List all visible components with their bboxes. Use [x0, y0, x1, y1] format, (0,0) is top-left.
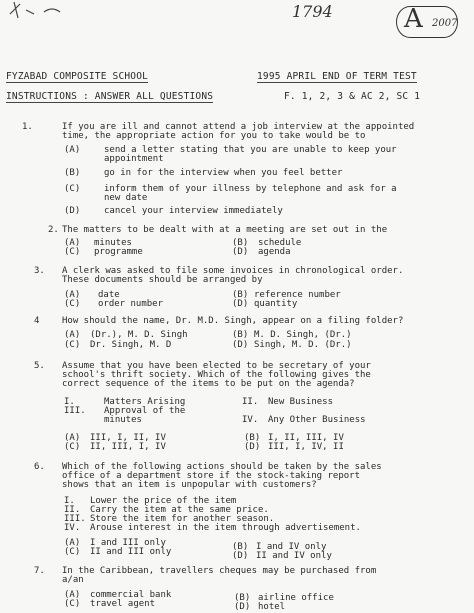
- roman-text: Store the item for another season.: [90, 514, 275, 524]
- option-letter: (B): [232, 542, 249, 552]
- question-stem: How should the name, Dr. M.D. Singh, appear on a filing folder?: [62, 316, 404, 326]
- option-text: send a letter stating that you are unable to keep your: [104, 145, 397, 155]
- question-number: 4: [34, 316, 40, 326]
- item-numeral: I.: [64, 397, 75, 407]
- question-stem: shows that an item is unpopular with customers?: [62, 480, 317, 490]
- form-classes: F. 1, 2, 3 & AC 2, SC 1: [284, 91, 421, 102]
- option-text: (Dr.), M. D. Singh: [90, 330, 188, 340]
- question-number: 2.: [48, 225, 59, 235]
- question-stem: These documents should be arranged by: [62, 275, 263, 285]
- option-text: I and III only: [90, 538, 166, 548]
- option-letter: (D): [232, 340, 249, 350]
- item-text: Matters Arising: [104, 397, 186, 407]
- roman-text: Carry the item at the same price.: [90, 505, 269, 515]
- handwritten-grade-letter: A: [404, 4, 423, 34]
- option-text: II and III only: [90, 547, 172, 557]
- option-letter: (D): [232, 551, 249, 561]
- exam-title: 1995 APRIL END OF TERM TEST: [257, 71, 417, 82]
- item-numeral: II.: [242, 397, 259, 407]
- option-letter: (D): [234, 602, 251, 612]
- question-stem: A clerk was asked to file some invoices in chronological order.: [62, 266, 404, 276]
- item-text: Any Other Business: [268, 415, 366, 425]
- option-text: airline office: [258, 593, 334, 603]
- option-letter: (B): [232, 238, 249, 248]
- roman-text: Arouse interest in the item through advertisement.: [90, 523, 361, 533]
- option-text: inform them of your illness by telephone and ask for a: [104, 184, 397, 194]
- option-letter: (B): [244, 433, 261, 443]
- question-stem: Which of the following actions should be taken by the sales: [62, 462, 382, 472]
- option-text: agenda: [258, 247, 291, 257]
- option-text: go in for the interview when you feel better: [104, 168, 343, 178]
- option-letter: (A): [64, 238, 81, 248]
- option-letter: (D): [64, 206, 81, 216]
- instructions: INSTRUCTIONS : ANSWER ALL QUESTIONS: [6, 91, 214, 102]
- option-letter: (A): [64, 290, 81, 300]
- option-text: minutes: [94, 238, 132, 248]
- option-letter: (B): [232, 330, 249, 340]
- option-letter: (C): [64, 340, 81, 350]
- school-name: FYZABAD COMPOSITE SCHOOL: [6, 71, 149, 82]
- option-text: III, I, II, IV: [90, 433, 166, 443]
- option-text: programme: [94, 247, 143, 257]
- option-letter: (D): [232, 299, 249, 309]
- question-stem: school's thrift society. Which of the following gives the: [62, 370, 371, 380]
- option-letter: (A): [64, 590, 81, 600]
- option-text: reference number: [254, 290, 341, 300]
- option-letter: (C): [64, 442, 81, 452]
- question-stem: correct sequence of the items to be put on the agenda?: [62, 379, 355, 389]
- roman-text: Lower the price of the item: [90, 496, 237, 506]
- option-text: new date: [104, 193, 148, 203]
- option-text: appointment: [104, 154, 164, 164]
- option-letter: (C): [64, 184, 81, 194]
- option-text: II, III, I, IV: [90, 442, 166, 452]
- option-letter: (B): [232, 290, 249, 300]
- question-stem: time, the appropriate action for you to take would be to: [62, 131, 366, 141]
- option-text: travel agent: [90, 599, 156, 609]
- question-number: 7.: [34, 566, 45, 576]
- question-number: 5.: [34, 361, 45, 371]
- question-stem: Assume that you have been elected to be secretary of your: [62, 361, 371, 371]
- option-text: commercial bank: [90, 590, 172, 600]
- item-numeral: IV.: [242, 415, 259, 425]
- question-stem: If you are ill and cannot attend a job interview at the appointed: [62, 122, 415, 132]
- item-text: New Business: [268, 397, 334, 407]
- corner-scribble-icon: [4, 0, 64, 22]
- option-letter: (C): [64, 247, 81, 257]
- option-text: II and IV only: [256, 551, 332, 561]
- option-letter: (A): [64, 330, 81, 340]
- item-text: Approval of the: [104, 406, 186, 416]
- option-letter: (B): [234, 593, 251, 603]
- question-number: 3.: [34, 266, 45, 276]
- handwritten-number: 1794: [292, 2, 333, 21]
- option-letter: (C): [64, 547, 81, 557]
- option-letter: (B): [64, 168, 81, 178]
- option-letter: (A): [64, 433, 81, 443]
- question-number: 1.: [22, 122, 33, 132]
- handwritten-grade-number: 2007: [432, 18, 458, 29]
- question-stem: a/an: [62, 575, 84, 585]
- option-text: I and IV only: [256, 542, 327, 552]
- option-letter: (A): [64, 145, 81, 155]
- option-text: order number: [98, 299, 164, 309]
- question-number: 6.: [34, 462, 45, 472]
- option-text: I, II, III, IV: [268, 433, 344, 443]
- roman-numeral: IV.: [64, 523, 81, 533]
- roman-numeral: III.: [64, 514, 86, 524]
- option-letter: (C): [64, 599, 81, 609]
- roman-numeral: I.: [64, 496, 75, 506]
- option-letter: (C): [64, 299, 81, 309]
- item-text: minutes: [104, 415, 142, 425]
- option-text: Dr. Singh, M. D: [90, 340, 172, 350]
- item-numeral: III.: [64, 406, 86, 416]
- option-text: hotel: [258, 602, 286, 612]
- option-text: cancel your interview immediately: [104, 206, 283, 216]
- option-text: Singh, M. D. (Dr.): [254, 340, 352, 350]
- option-letter: (D): [244, 442, 261, 452]
- option-text: quantity: [254, 299, 298, 309]
- option-text: schedule: [258, 238, 302, 248]
- option-text: date: [98, 290, 120, 300]
- roman-numeral: II.: [64, 505, 81, 515]
- option-text: M. D. Singh, (Dr.): [254, 330, 352, 340]
- option-text: III, I, IV, II: [268, 442, 344, 452]
- question-stem: office of a department store if the stock-taking report: [62, 471, 361, 481]
- option-letter: (A): [64, 538, 81, 548]
- question-stem: The matters to be dealt with at a meeting are set out in the: [62, 225, 388, 235]
- option-letter: (D): [232, 247, 249, 257]
- question-stem: In the Caribbean, travellers cheques may be purchased from: [62, 566, 377, 576]
